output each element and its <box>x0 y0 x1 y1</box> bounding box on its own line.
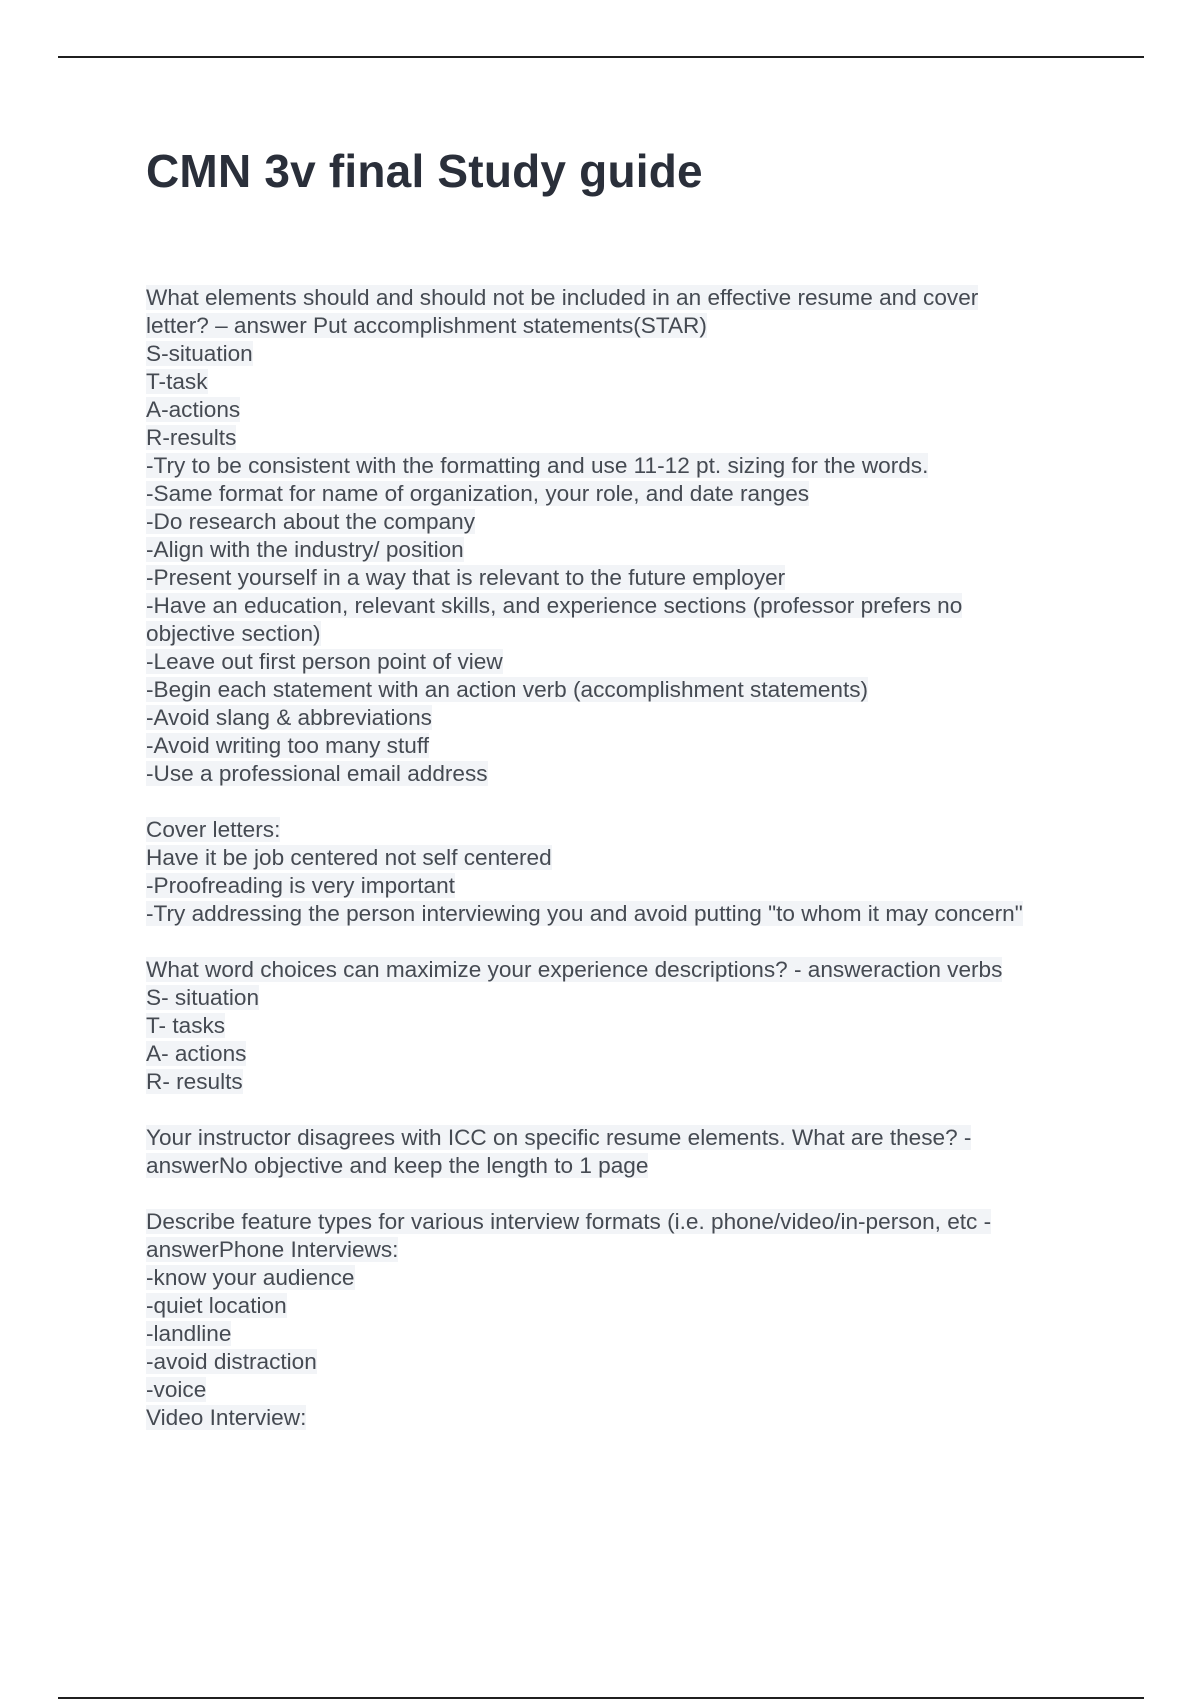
text-line <box>146 900 1096 928</box>
line-text: -Do research about the company <box>146 509 476 534</box>
blank-line <box>146 928 1096 956</box>
blank-line <box>146 1096 1096 1124</box>
blank-line <box>146 788 1096 816</box>
text-line <box>146 1124 1096 1152</box>
line-text: Describe feature types for various interview formats (i.e. phone/video/in-person, etc - <box>146 1209 992 1234</box>
text-line <box>146 1208 1096 1236</box>
text-line <box>146 816 1096 844</box>
text-line <box>146 1292 1096 1320</box>
line-text: A-actions <box>146 397 241 422</box>
text-line <box>146 760 1096 788</box>
line-text: What word choices can maximize your experience descriptions? - answeraction verbs <box>146 957 1003 982</box>
line-text: -Leave out first person point of view <box>146 649 503 674</box>
line-text: T- tasks <box>146 1013 226 1038</box>
line-text: T-task <box>146 369 208 394</box>
text-line <box>146 984 1096 1012</box>
line-text: S-situation <box>146 341 253 366</box>
line-text: -Avoid slang & abbreviations <box>146 705 432 730</box>
line-text: -Align with the industry/ position <box>146 537 464 562</box>
line-text: What elements should and should not be included in an effective resume and cover <box>146 285 979 310</box>
text-line <box>146 536 1096 564</box>
document-body <box>146 284 1096 1432</box>
text-line <box>146 564 1096 592</box>
line-text: -landline <box>146 1321 232 1346</box>
text-line <box>146 396 1096 424</box>
text-line <box>146 284 1096 312</box>
text-line <box>146 1236 1096 1264</box>
text-line <box>146 872 1096 900</box>
text-line <box>146 1320 1096 1348</box>
line-text: -avoid distraction <box>146 1349 317 1374</box>
line-text: -Same format for name of organization, your role, and date ranges <box>146 481 810 506</box>
line-text: -Try addressing the person interviewing you and avoid putting "to whom it may concern" <box>146 901 1023 926</box>
text-line <box>146 424 1096 452</box>
line-text: R-results <box>146 425 237 450</box>
line-text: R- results <box>146 1069 243 1094</box>
text-line <box>146 340 1096 368</box>
text-line <box>146 704 1096 732</box>
text-line <box>146 452 1096 480</box>
line-text: letter? – answer Put accomplishment statements(STAR) <box>146 313 707 338</box>
line-text: -know your audience <box>146 1265 355 1290</box>
line-text: -Avoid writing too many stuff <box>146 733 429 758</box>
line-text: A- actions <box>146 1041 247 1066</box>
line-text: Video Interview: <box>146 1405 307 1430</box>
line-text: -Use a professional email address <box>146 761 488 786</box>
line-text: S- situation <box>146 985 260 1010</box>
text-line <box>146 1152 1096 1180</box>
line-text: Cover letters: <box>146 817 281 842</box>
line-text: -Proofreading is very important <box>146 873 455 898</box>
line-text: -Try to be consistent with the formatting and use 11-12 pt. sizing for the words. <box>146 453 929 478</box>
text-line <box>146 1068 1096 1096</box>
text-line <box>146 592 1096 620</box>
text-line <box>146 620 1096 648</box>
text-line <box>146 312 1096 340</box>
text-line <box>146 1348 1096 1376</box>
text-line <box>146 732 1096 760</box>
text-line <box>146 648 1096 676</box>
line-text: answerPhone Interviews: <box>146 1237 399 1262</box>
text-line <box>146 1264 1096 1292</box>
line-text: -quiet location <box>146 1293 287 1318</box>
line-text: -Present yourself in a way that is relevant to the future employer <box>146 565 786 590</box>
text-line <box>146 1012 1096 1040</box>
line-text: Have it be job centered not self centered <box>146 845 552 870</box>
text-line <box>146 368 1096 396</box>
text-line <box>146 480 1096 508</box>
line-text: objective section) <box>146 621 321 646</box>
top-divider <box>58 56 1144 58</box>
text-line <box>146 1404 1096 1432</box>
text-line <box>146 1040 1096 1068</box>
line-text: Your instructor disagrees with ICC on specific resume elements. What are these? - <box>146 1125 972 1150</box>
blank-line <box>146 1180 1096 1208</box>
text-line <box>146 676 1096 704</box>
line-text: answerNo objective and keep the length to 1 page <box>146 1153 649 1178</box>
document-title: CMN 3v final Study guide <box>146 145 703 197</box>
line-text: -voice <box>146 1377 207 1402</box>
text-line <box>146 1376 1096 1404</box>
line-text: -Begin each statement with an action verb (accomplishment statements) <box>146 677 869 702</box>
text-line <box>146 508 1096 536</box>
bottom-divider <box>58 1697 1144 1699</box>
text-line <box>146 956 1096 984</box>
line-text: -Have an education, relevant skills, and experience sections (professor prefers no <box>146 593 963 618</box>
text-line <box>146 844 1096 872</box>
